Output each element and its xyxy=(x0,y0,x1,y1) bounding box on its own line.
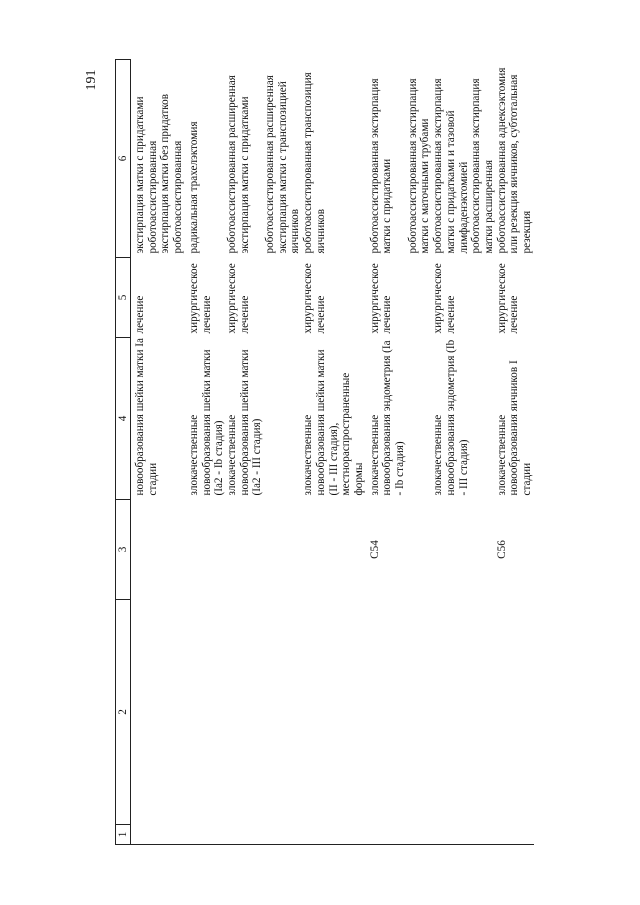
treatment-cell: хирургическое лечение xyxy=(432,263,457,334)
column-header-3: 3 xyxy=(116,500,131,600)
method-cell: экстирпация матки с придатками роботоассистированная xyxy=(134,96,159,254)
icd-code: C56 xyxy=(495,540,508,559)
treatment-cell: хирургическое лечение xyxy=(187,263,213,334)
icd-code xyxy=(264,500,302,600)
table-row xyxy=(159,60,184,845)
column-header-6: 6 xyxy=(116,60,131,258)
diagnosis-cell: злокачественные новообразования шейки матки (Ia2 - III стадия) xyxy=(225,349,264,496)
table-row xyxy=(369,60,407,845)
diagnosis-cell xyxy=(264,338,302,500)
icd-code xyxy=(302,500,366,600)
icd-code: C54 xyxy=(368,540,381,559)
table-row xyxy=(264,60,302,845)
column-header-1: 1 xyxy=(116,825,131,845)
treatment-cell xyxy=(159,258,184,338)
page-number: 191 xyxy=(84,69,99,91)
treatment-table xyxy=(115,59,534,845)
column-header-5: 5 xyxy=(116,258,131,338)
diagnosis-cell: злокачественные новообразования шейки матки (Ia2 - Ib стадия) xyxy=(187,349,226,496)
document-sheet xyxy=(115,60,575,845)
treatment-cell xyxy=(470,258,495,338)
icd-code xyxy=(226,500,264,600)
method-cell: роботоассистированная расширенная экстирпация матки с придатками xyxy=(225,75,251,254)
diagnosis-cell xyxy=(159,338,184,500)
table-row xyxy=(226,60,264,845)
treatment-cell: лечение xyxy=(134,295,146,334)
icd-code xyxy=(432,500,470,600)
icd-code xyxy=(159,500,184,600)
icd-code xyxy=(134,500,159,600)
diagnosis-cell: новообразования шейки матки Ia стадии xyxy=(134,338,159,496)
treatment-cell xyxy=(264,258,302,338)
table-row xyxy=(134,60,159,845)
method-cell: роботоассистированная транспозиция яичников xyxy=(302,72,327,254)
method-cell: роботоассистированная экстирпация матки с придатками xyxy=(368,78,394,254)
table-row xyxy=(407,60,432,845)
treatment-cell: хирургическое лечение xyxy=(225,263,251,334)
table-row xyxy=(432,60,470,845)
icd-code xyxy=(407,500,432,600)
treatment-cell: хирургическое лечение xyxy=(495,263,521,334)
column-header-4: 4 xyxy=(116,338,131,500)
treatment-cell xyxy=(407,258,432,338)
method-cell: роботоассистированная аднексэктомия или резекция яичников, субтотальная резекция xyxy=(495,67,534,254)
icd-code xyxy=(188,500,226,600)
diagnosis-cell: злокачественные новообразования шейки матки (II - III стадия), местнораспространенные формы xyxy=(302,349,365,496)
method-cell: роботоассистированная экстирпация матки расширенная xyxy=(470,78,495,254)
table-row xyxy=(496,60,534,845)
method-cell: роботоассистированная экстирпация матки с придатками и тазовой лимфаденэктомией xyxy=(432,78,470,254)
diagnosis-cell: злокачественные новообразования эндометрия (Ia - Ib стадия) xyxy=(368,340,407,496)
table-row xyxy=(188,60,226,845)
table-row xyxy=(302,60,366,845)
method-cell: роботоассистированная экстирпация матки с маточными трубами xyxy=(406,78,432,254)
treatment-cell: хирургическое лечение xyxy=(302,263,327,334)
diagnosis-cell xyxy=(470,338,495,500)
method-cell: радикальная трахелэктомия xyxy=(187,121,200,254)
method-cell: экстирпация матки без придатков роботоассистированная xyxy=(159,94,185,254)
table-header-row xyxy=(116,60,131,845)
table-row xyxy=(470,60,495,845)
method-cell: роботоассистированная расширенная экстирпация матки с транспозицией яичников xyxy=(264,75,302,254)
icd-code xyxy=(470,500,495,600)
diagnosis-cell xyxy=(407,338,432,500)
column-header-2: 2 xyxy=(116,600,131,825)
treatment-cell: хирургическое лечение xyxy=(368,263,394,334)
diagnosis-cell: злокачественные новообразования эндометрия (Ib - III стадия) xyxy=(432,339,470,496)
diagnosis-cell: злокачественные новообразования яичников I стадии xyxy=(495,360,534,496)
